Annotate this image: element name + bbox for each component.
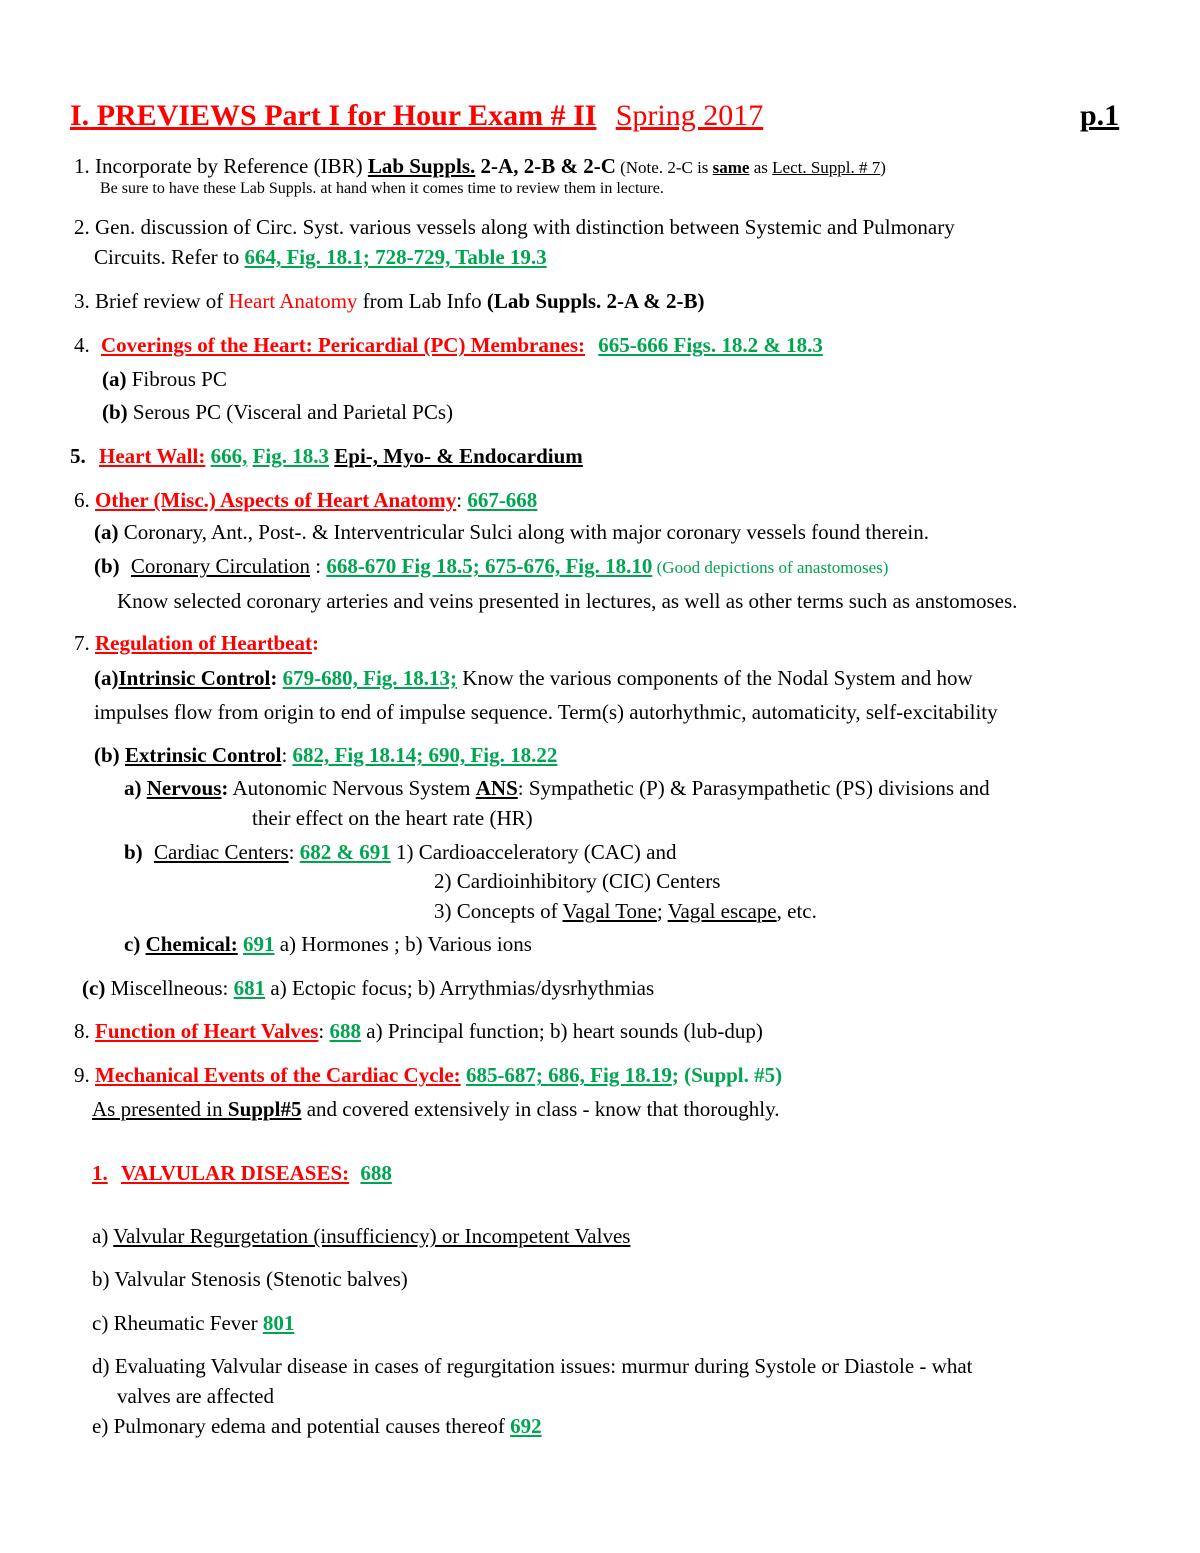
title-colon: : [281, 743, 293, 767]
page-reference: 666, [210, 444, 248, 468]
page-reference: 667-668 [467, 488, 538, 512]
section-heading: Other (Misc.) Aspects of Heart Anatomy [95, 488, 457, 512]
item-3 [74, 288, 705, 314]
cardio-3 [434, 898, 817, 924]
item-number: 4. [74, 333, 90, 357]
coronary-circulation-title: Coronary Circulation [130, 554, 310, 578]
page-reference: 681 [233, 976, 266, 1000]
page-reference: 682 & 691 [299, 840, 391, 864]
sub-label: d) [92, 1354, 115, 1378]
item-7b-nervous-line2: their effect on the heart rate (HR) [252, 806, 533, 830]
item-1-reminder: Be sure to have these Lab Suppls. at hand when it comes time to review them in lecture. [100, 180, 664, 197]
item-text: from Lab Info [357, 289, 487, 313]
section-heading: Coverings of the Heart: Pericardial (PC) Membranes: [101, 333, 586, 357]
same-emphasis: same [712, 158, 750, 177]
note-close: ) [880, 158, 886, 177]
title-colon: : [221, 776, 229, 800]
item-number: 9. [74, 1063, 90, 1087]
item-number: 8. [74, 1019, 90, 1043]
item-number: 3. [74, 289, 90, 313]
sub-label: a) [92, 1224, 114, 1248]
valvular-b [92, 1266, 408, 1292]
item-6-know: Know selected coronary arteries and veins presented in lectures, as well as other terms such as anstomoses. [117, 589, 1018, 613]
note-text-as: as [749, 158, 773, 177]
page-reference: 664, Fig. 18.1; 728-729, Table 19.3 [244, 245, 547, 269]
item-9-line2 [92, 1096, 779, 1122]
vagal-tone: Vagal Tone [562, 899, 657, 923]
item-7a [94, 665, 973, 691]
nervous-title: Nervous [146, 776, 222, 800]
section-heading: VALVULAR DISEASES: [121, 1161, 350, 1185]
title-colon: : [270, 666, 283, 690]
item-2 [74, 214, 955, 240]
item-text: Coronary, Ant., Post-. & Interventricular Sulci along with major coronary vessels found therein. [118, 520, 929, 544]
item-text: Valvular Stenosis (Stenotic balves) [114, 1267, 408, 1291]
page-reference: 685-687; 686, Fig 18.19 [465, 1063, 672, 1087]
sub-label: (b) [94, 554, 120, 578]
page-reference: 668-670 Fig 18.5; 675-676, Fig. 18.10 [326, 554, 653, 578]
page-reference: 688 [360, 1161, 392, 1185]
item-7b-cardiac [124, 839, 676, 865]
item-number: 1. [74, 154, 90, 178]
item-number: 5. [70, 444, 86, 468]
sub-label: (c) [82, 976, 106, 1000]
ans-abbrev: ANS [475, 776, 518, 800]
section-heading: Regulation of Heartbeat [95, 631, 312, 655]
item-9 [74, 1062, 782, 1088]
item-text: Pulmonary edema and potential causes thereof [113, 1414, 511, 1438]
page-number: p.1 [1080, 99, 1120, 132]
item-text: a) Principal function; b) heart sounds (lub-dup) [361, 1019, 763, 1043]
page-reference: 679-680, Fig. 18.13; [282, 666, 458, 690]
item-5 [70, 443, 583, 469]
page-reference: 692 [510, 1414, 542, 1438]
item-7a-line2: impulses flow from origin to end of impulse sequence. Term(s) autorhythmic, automaticity, self-excitability [94, 700, 998, 724]
page-reference: 665-666 Figs. 18.2 & 18.3 [598, 333, 823, 357]
item-6a [94, 519, 929, 545]
valvular-a [92, 1223, 630, 1249]
item-text: Fibrous PC [126, 367, 227, 391]
item-number: 6. [74, 488, 90, 512]
valvular-d [92, 1353, 972, 1379]
item-text: : Sympathetic (P) & Parasympathetic (PS) divisions and [517, 776, 990, 800]
sub-label: (a) [94, 520, 119, 544]
suppl-reference: (Suppl. #5) [684, 1063, 783, 1087]
item-text: , etc. [776, 899, 817, 923]
page-title: PREVIEWS Part I for Hour Exam # II [89, 99, 597, 132]
sub-label: c) [124, 932, 141, 956]
page-header [70, 98, 763, 134]
item-text: Circuits. Refer to [94, 245, 245, 269]
valvular-d-line2: valves are affected [117, 1384, 275, 1408]
heading-colon: : [318, 1019, 330, 1043]
section-heading: Heart Wall: [99, 444, 206, 468]
item-7b-nervous [124, 775, 990, 801]
separator: ; [656, 899, 668, 923]
section-heading: Mechanical Events of the Cardiac Cycle: [95, 1063, 461, 1087]
sub-label: c) [92, 1311, 114, 1335]
item-4a [102, 366, 227, 392]
sub-label: (a) [102, 367, 127, 391]
vagal-escape: Vagal escape [667, 899, 777, 923]
item-8 [74, 1018, 763, 1044]
section-heading: Function of Heart Valves [95, 1019, 319, 1043]
item-text: Autonomic Nervous System [228, 776, 476, 800]
item-4 [74, 332, 823, 358]
page-reference: 688 [329, 1019, 362, 1043]
extrinsic-control-title: Extrinsic Control [124, 743, 282, 767]
item-text: Brief review of [95, 289, 229, 313]
page-reference: 801 [262, 1311, 295, 1335]
heading-colon: : [311, 631, 319, 655]
intrinsic-control-title: Intrinsic Control [118, 666, 271, 690]
page-number-wrap [1080, 98, 1119, 134]
cardiac-centers-title: Cardiac Centers [153, 840, 289, 864]
lab-suppls-ref: (Lab Suppls. 2-A & 2-B) [486, 289, 705, 313]
note-text: (Note. 2-C is [615, 158, 713, 177]
item-text: Serous PC (Visceral and Parietal PCs) [127, 400, 454, 424]
separator: ; [671, 1063, 685, 1087]
heart-anatomy-highlight: Heart Anatomy [228, 289, 358, 313]
item-7c [82, 975, 654, 1001]
suppl-codes: 2-A, 2-B & 2-C [475, 154, 616, 178]
lect-suppl-ref: Lect. Suppl. # 7 [772, 158, 881, 177]
item-2-line2 [94, 244, 547, 270]
title-colon: : [309, 554, 327, 578]
cardio-2: 2) Cardioinhibitory (CIC) Centers [434, 869, 721, 893]
wall-layers: Epi-, Myo- & Endocardium [334, 444, 583, 468]
item-1 [74, 153, 886, 181]
page-reference: 691 [242, 932, 275, 956]
item-7b-chemical [124, 931, 532, 957]
sub-label: b) [92, 1267, 115, 1291]
term-label: Spring 2017 [615, 99, 764, 132]
item-number: 1. [92, 1161, 108, 1185]
item-text: and covered extensively in class - know that thoroughly. [301, 1097, 780, 1121]
sub-label: a) [124, 776, 142, 800]
item-6 [74, 487, 537, 513]
item-text: Gen. discussion of Circ. Syst. various vessels along with distinction between Systemic and Pulmonary [95, 215, 955, 239]
heading-colon: : [456, 488, 468, 512]
sub-label: (b) [94, 743, 120, 767]
lab-suppls-label: Lab Suppls. [367, 154, 476, 178]
title-colon: : [288, 840, 300, 864]
valvular-heading-row [92, 1160, 392, 1186]
sub-label: (b) [102, 400, 128, 424]
figure-reference: Fig. 18.3 [252, 444, 330, 468]
item-text: As presented in [92, 1097, 228, 1121]
valvular-c [92, 1310, 294, 1336]
item-text: Rheumatic Fever [113, 1311, 263, 1335]
sub-label: e) [92, 1414, 114, 1438]
item-text: Incorporate by Reference (IBR) [95, 154, 368, 178]
chemical-title: Chemical: [145, 932, 238, 956]
item-6b [94, 553, 888, 581]
item-7 [74, 630, 319, 656]
valvular-e [92, 1413, 542, 1439]
cardio-1: 1) Cardioacceleratory (CAC) and [390, 840, 677, 864]
item-number: 2. [74, 215, 90, 239]
item-text: Evaluating Valvular disease in cases of regurgitation issues: murmur during Systole or Diastole - what [114, 1354, 973, 1378]
item-text: Miscellneous: [105, 976, 234, 1000]
anastomoses-note: (Good depictions of anastomoses) [652, 558, 889, 577]
item-text: 3) Concepts of [434, 899, 563, 923]
item-text: a) Hormones ; b) Various ions [274, 932, 532, 956]
sub-label: (a) [94, 666, 119, 690]
item-7b [94, 742, 557, 768]
item-text: Valvular Regurgetation (insufficiency) or Incompetent Valves [113, 1224, 631, 1248]
section-roman: I. [70, 99, 90, 132]
item-text: Know the various components of the Nodal System and how [457, 666, 973, 690]
item-number: 7. [74, 631, 90, 655]
sub-label: b) [124, 840, 143, 864]
item-text: a) Ectopic focus; b) Arrythmias/dysrhythmias [265, 976, 655, 1000]
suppl-5-ref: Suppl#5 [227, 1097, 302, 1121]
page-reference: 682, Fig 18.14; 690, Fig. 18.22 [292, 743, 558, 767]
item-4b [102, 399, 453, 425]
